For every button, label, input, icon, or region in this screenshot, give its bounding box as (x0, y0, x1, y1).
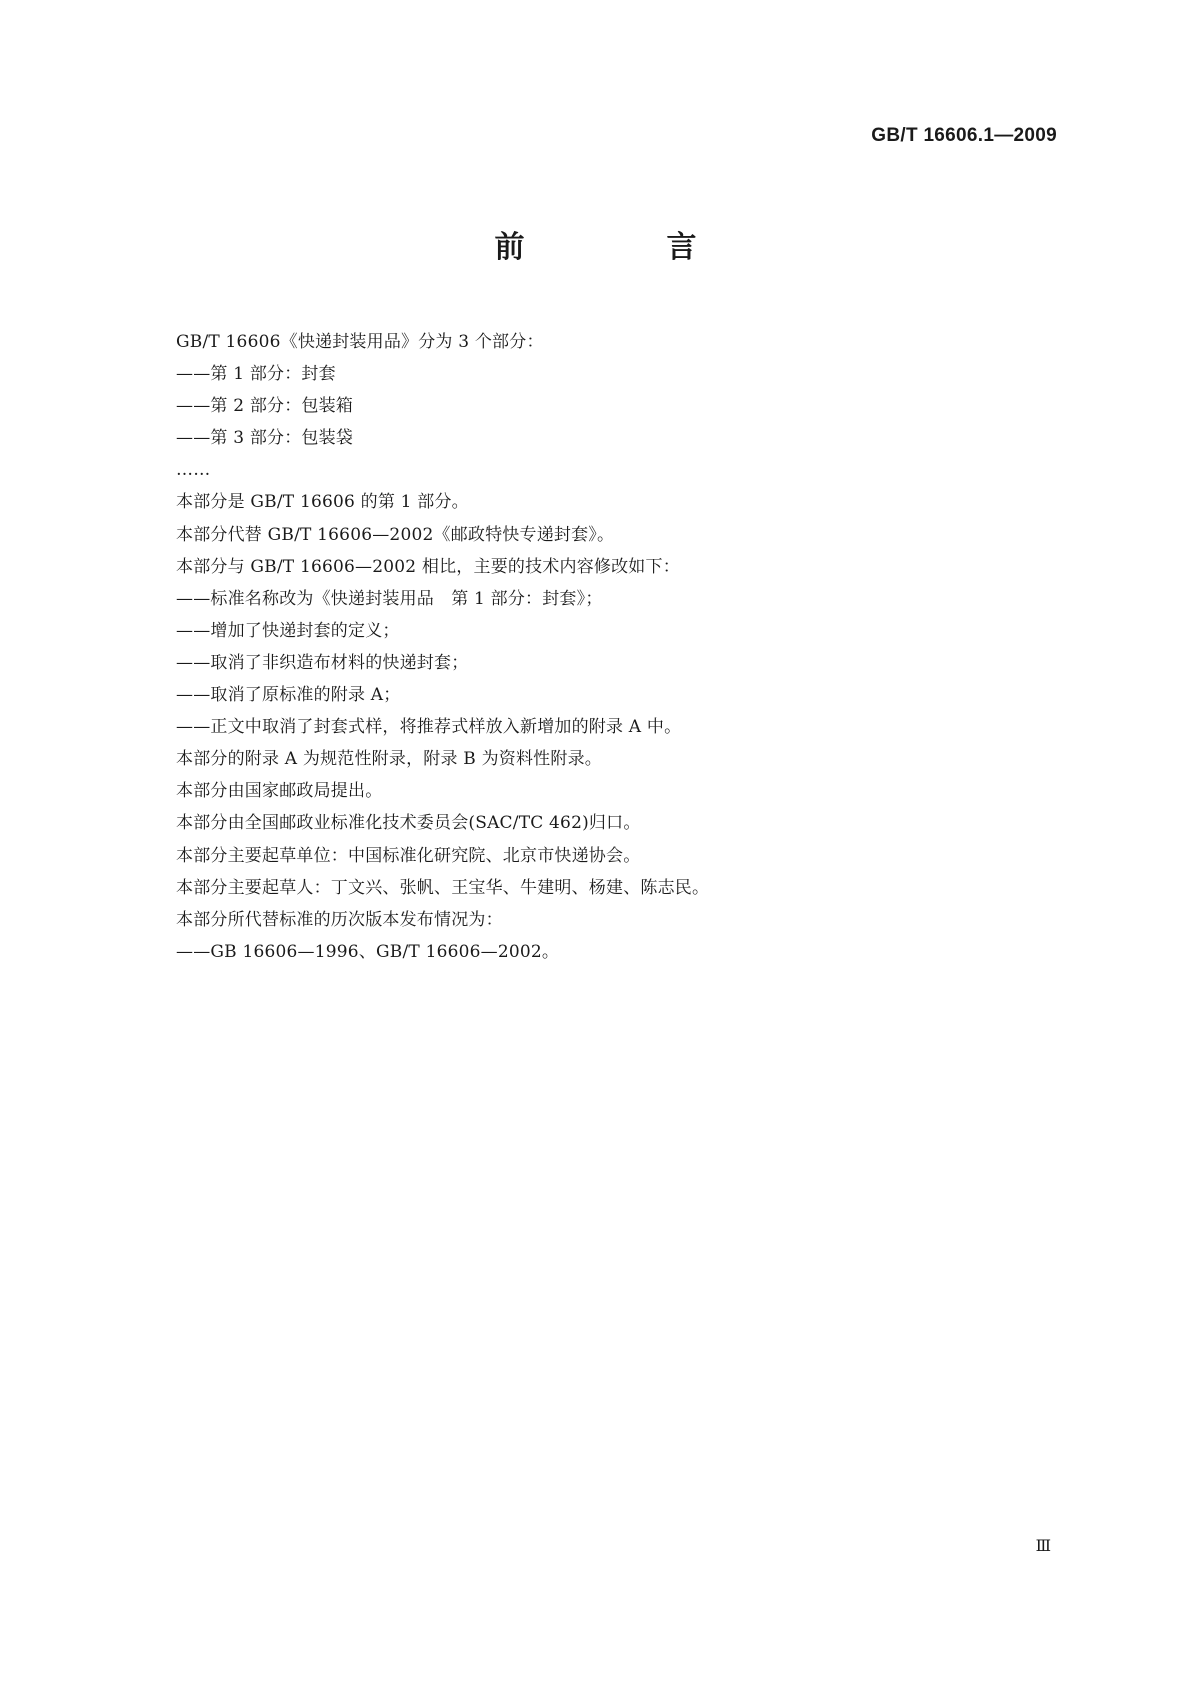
list-item: ——正文中取消了封套式样，将推荐式样放入新增加的附录 A 中。 (176, 717, 682, 738)
standard-code: GB/T 16606.1—2009 (871, 125, 1057, 146)
page-title: 前 言 (494, 230, 753, 265)
list-item: ——第 3 部分：包装袋 (176, 428, 354, 449)
body-line: 本部分所代替标准的历次版本发布情况为： (176, 909, 503, 930)
body-line: 本部分主要起草人：丁文兴、张帆、王宝华、牛建明、杨建、陈志民。 (176, 877, 710, 898)
body-line: 本部分代替 GB/T 16606—2002《邮政特快专递封套》。 (176, 524, 615, 545)
body-line: 本部分主要起草单位：中国标准化研究院、北京市快递协会。 (176, 845, 641, 866)
body-line: GB/T 16606《快递封装用品》分为 3 个部分： (176, 332, 544, 352)
body-line: 本部分与 GB/T 16606—2002 相比，主要的技术内容修改如下： (176, 556, 680, 577)
body-line: 本部分由全国邮政业标准化技术委员会(SAC/TC 462)归口。 (176, 813, 641, 834)
list-item: ——取消了原标准的附录 A； (176, 685, 401, 706)
list-item: ——第 1 部分：封套 (176, 364, 336, 385)
ellipsis: …… (176, 460, 211, 481)
body-line: 本部分由国家邮政局提出。 (176, 781, 383, 802)
list-item: ——取消了非织造布材料的快递封套； (176, 652, 469, 673)
list-item: ——标准名称改为《快递封装用品 第 1 部分：封套》； (176, 588, 603, 609)
body-line: 本部分的附录 A 为规范性附录，附录 B 为资料性附录。 (176, 749, 602, 770)
list-item: ——GB 16606—1996、GB/T 16606—2002。 (176, 941, 560, 962)
list-item: ——增加了快递封套的定义； (176, 620, 400, 641)
foreword-body (176, 326, 1056, 968)
list-item: ——第 2 部分：包装箱 (176, 396, 354, 417)
page-number: Ⅲ (1035, 1536, 1051, 1555)
body-line: 本部分是 GB/T 16606 的第 1 部分。 (176, 492, 469, 513)
